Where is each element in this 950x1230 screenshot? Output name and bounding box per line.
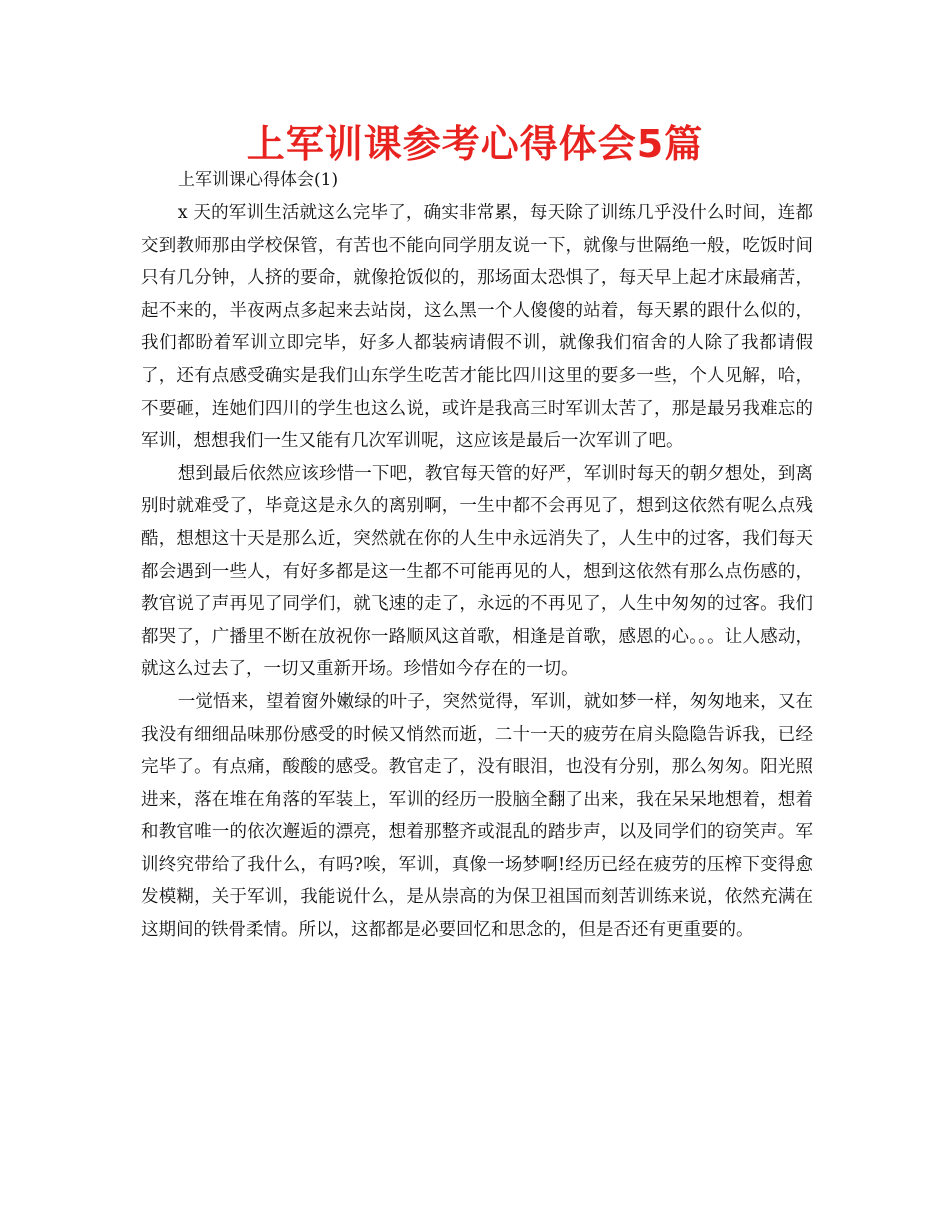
section-heading: 上军训课心得体会(1) (178, 170, 339, 190)
paragraph-1: x 天的军训生活就这么完毕了，确实非常累，每天除了训练几乎没什么时间，连都交到教师那由学校保管，有苦也不能向同学朋友说一下，就像与世隔绝一般，吃饭时间只有几分钟，人挤的要命，就像抢饭似的，那场面太恐惧了，每天早上起才床最痛苦，起不来的，半夜两点多起来去站岗，这么黑一个人傻傻的站着，每天累的跟什么似的，我们都盼着军训立即完毕，好多人都装病请假不训，就像我们宿舍的人除了我都请假了，还有点感受确实是我们山东学生吃苦才能比四川这里的要多一些，个人见解，哈，不要砸，连她们四川的学生也这么说，或许是我高三时军训太苦了，那是最另我难忘的军训，想想我们一生又能有几次军训呢，这应该是最后一次军训了吧。 (141, 203, 813, 452)
document-body (141, 197, 813, 947)
document-title: 上军训课参考心得体会5篇 (246, 122, 704, 166)
paragraph-2: 想到最后依然应该珍惜一下吧，教官每天管的好严，军训时每天的朝夕想处，到离别时就难受了，毕竟这是永久的离别啊，一生中都不会再见了，想到这依然有呢么点残酷，想想这十天是那么近，突然就在你的人生中永远消失了，人生中的过客，我们每天都会遇到一些人，有好多都是这一生都不可能再见的人，想到这依然有那么点伤感的，教官说了声再见了同学们，就飞速的走了，永远的不再见了，人生中匆匆的过客。我们都哭了，广播里不断在放祝你一路顺风这首歌，相逢是首歌，感恩的心。。。让人感动，就这么过去了，一切又重新开场。珍惜如今存在的一切。 (141, 463, 813, 680)
paragraph-3: 一觉悟来，望着窗外嫩绿的叶子，突然觉得，军训，就如梦一样，匆匆地来，又在我没有细细品味那份感受的时候又悄然而逝，二十一天的疲劳在肩头隐隐告诉我，已经完毕了。有点痛，酸酸的感受。教官走了，没有眼泪，也没有分别，那么匆匆。阳光照进来，落在堆在角落的军装上，军训的经历一股脑全翻了出来，我在呆呆地想着，想着和教官唯一的依次邂逅的漂亮，想着那整齐或混乱的踏步声，以及同学们的窃笑声。军训终究带给了我什么，有吗?唉，军训，真像一场梦啊!经历已经在疲劳的压榨下变得愈发模糊，关于军训，我能说什么，是从崇高的为保卫祖国而刻苦训练来说，依然充满在这期间的铁骨柔情。所以，这都都是必要回忆和思念的，但是否还有更重要的。 (141, 691, 813, 941)
